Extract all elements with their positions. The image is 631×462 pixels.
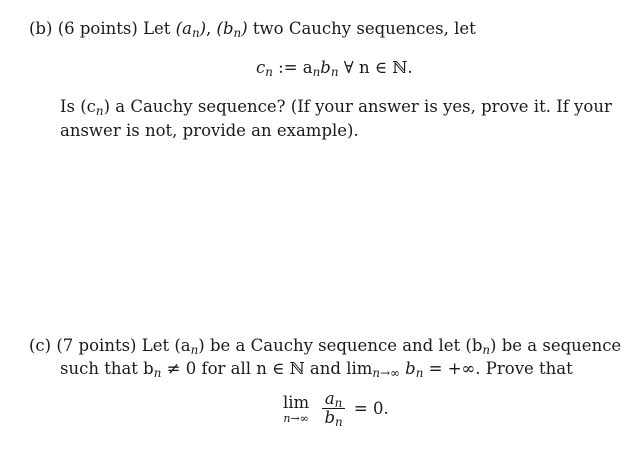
part-b-heading: (b) (6 points) Let $(a_n)$, $(b_n)$ two Cauchy sequences, let [29, 19, 476, 40]
fraction: $\frac{a_n}{b_n}$ [324, 389, 343, 429]
seq-b: $(b_n)$ [216, 19, 248, 40]
part-b-points: (6 points) [57, 19, 138, 38]
part-c-label: (c) [29, 336, 52, 355]
limit-operator: lim n→∞ [283, 392, 310, 425]
definition-equation: $c_n$ := $a_nb_n$ ∀ n ∈ ℕ. [256, 58, 413, 79]
part-c-line2: such that $b_n \ne 0$ for all n ∈ ℕ and $\lim_{n\to\infty} b_n$ = +∞. Prove that [60, 359, 573, 380]
part-b-label: (b) [29, 19, 53, 38]
part-c-line1: (c) (7 points) Let $(a_n)$ be a Cauchy sequence and let $(b_n)$ be a sequence [29, 336, 622, 357]
limit-equation: lim n→∞ $\frac{a_n}{b_n}$ = 0. [283, 389, 389, 429]
part-b-question-line1: Is $(c_n)$ a Cauchy sequence? (If your answer is yes, prove it. If your [60, 97, 612, 118]
part-b-question-line2: answer is not, provide an example). [60, 121, 359, 140]
part-b-tail: two Cauchy sequences, let [252, 19, 476, 38]
part-b-intro: Let [143, 19, 171, 38]
seq-a: $(a_n)$ [175, 19, 207, 40]
part-c-points: (7 points) [56, 336, 137, 355]
